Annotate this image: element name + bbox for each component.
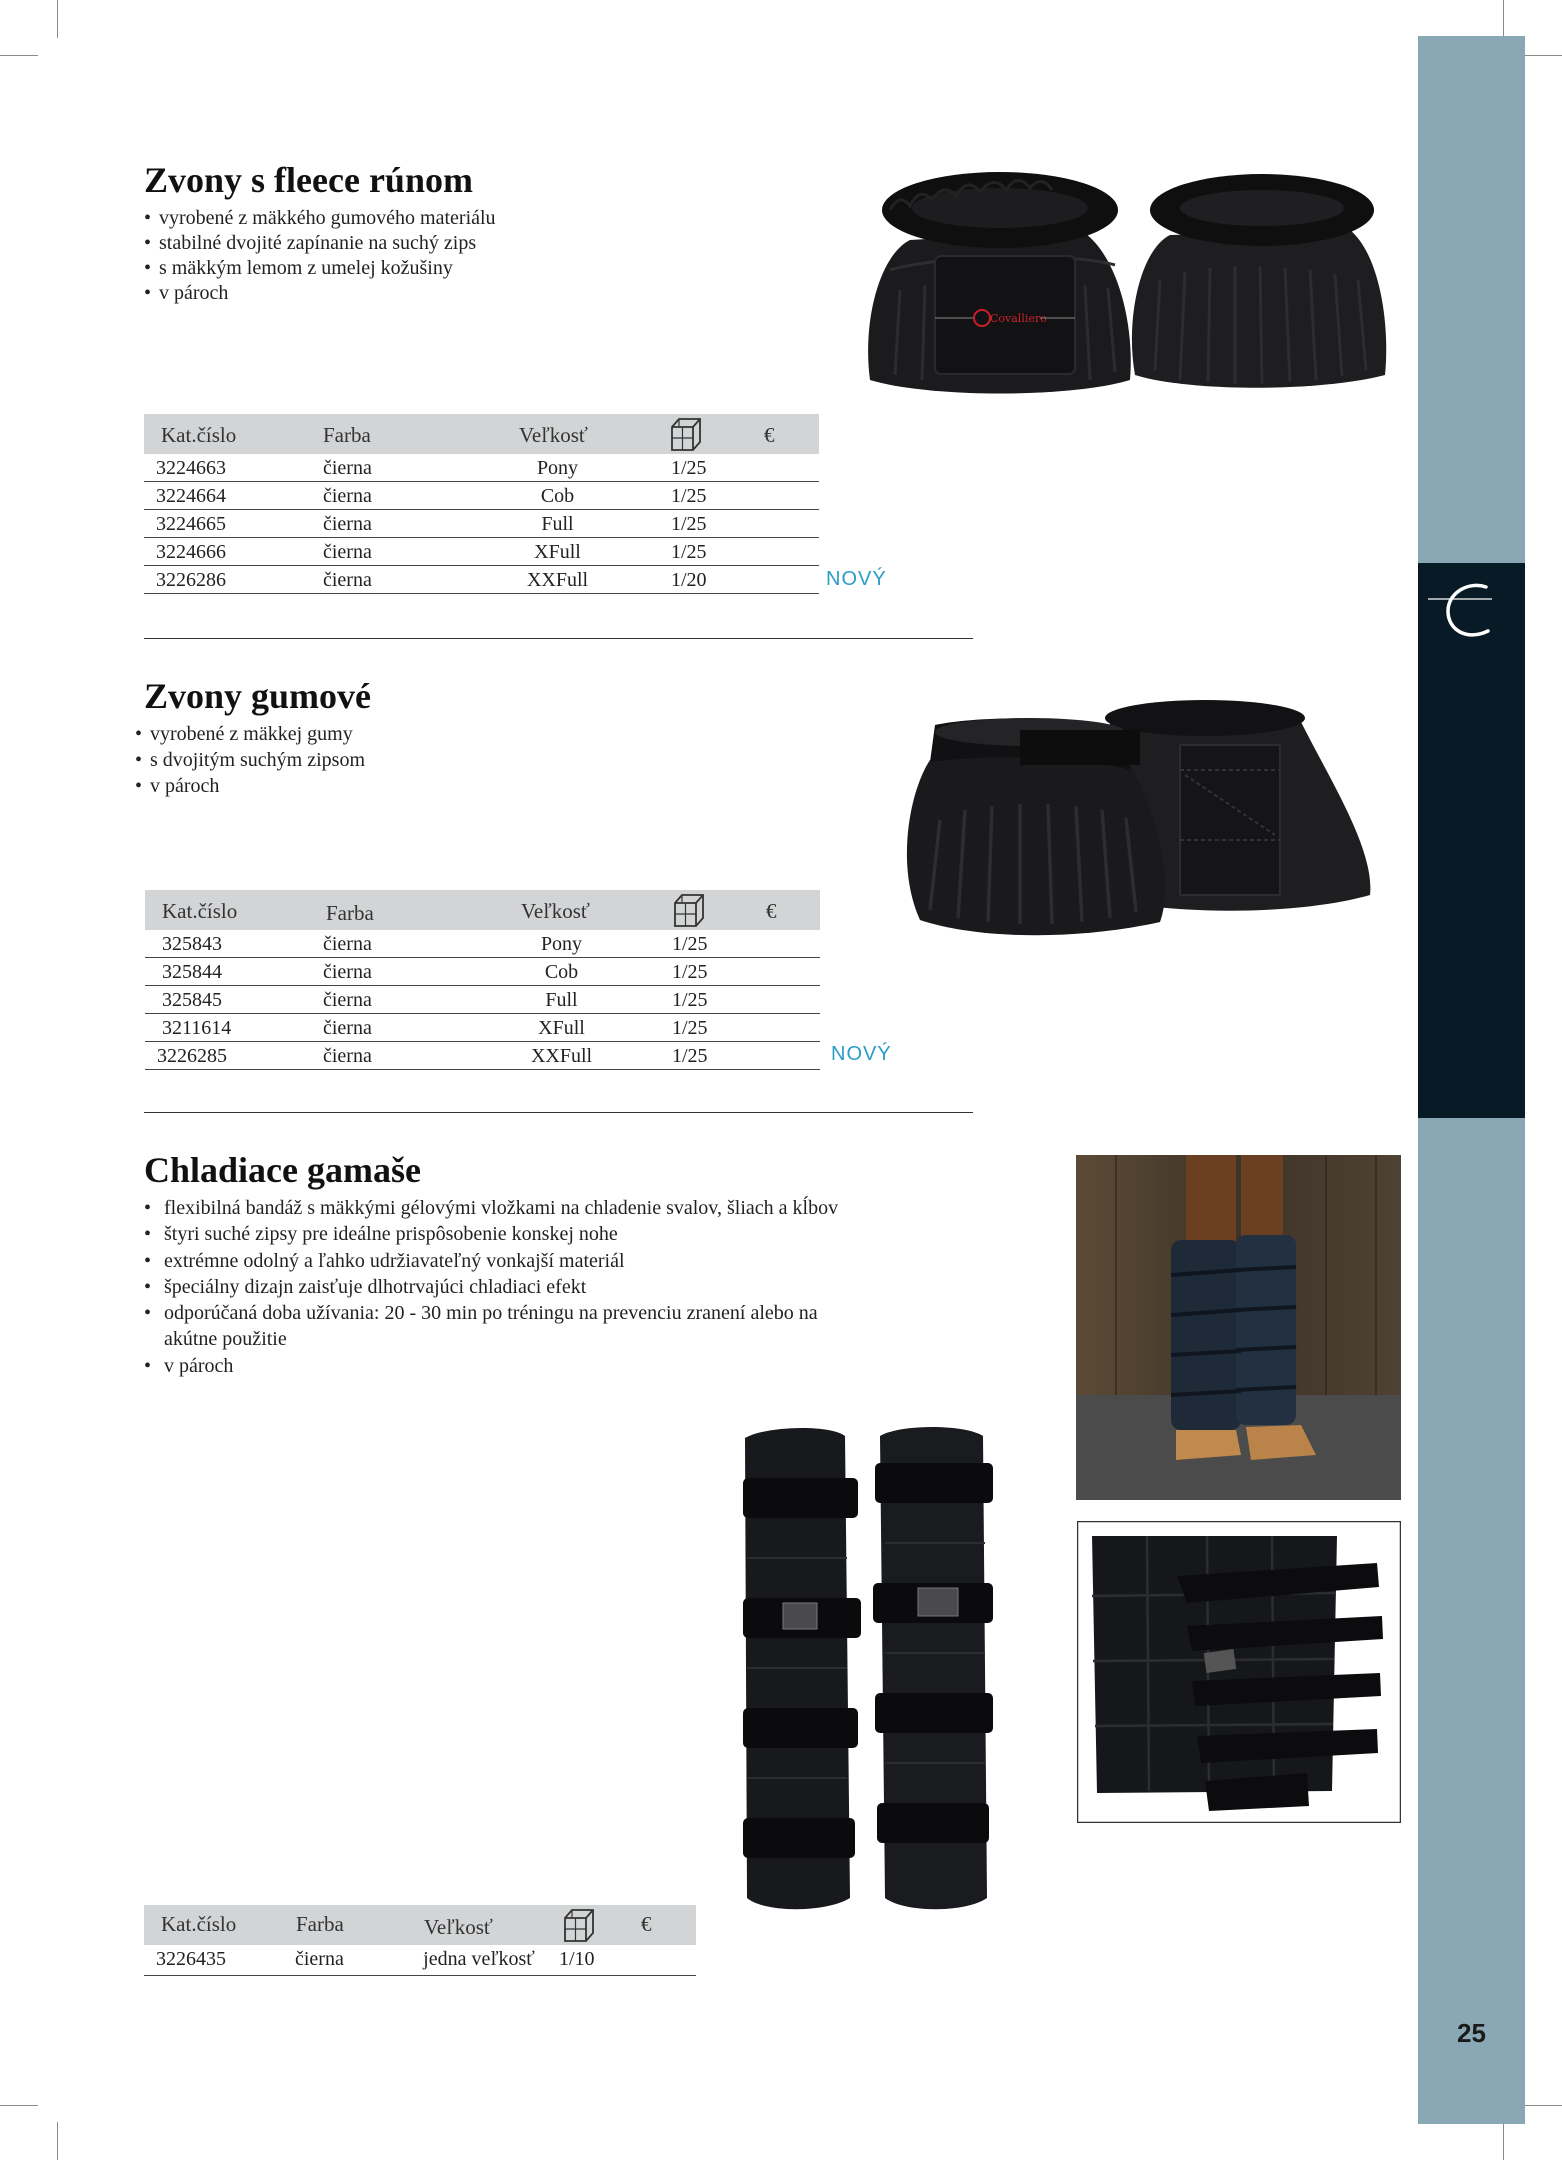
feature-list [135,721,365,799]
feature-item: • flexibilná bandáž s mäkkými gélovými vložkami na chladenie svalov, šliach a kĺbov [144,1195,838,1221]
cell-farba: čierna [323,457,372,479]
cell-pack: 1/25 [671,541,707,563]
col-header-price: € [766,899,777,923]
cell-farba: čierna [295,1948,344,1970]
col-header-velkost: Veľkosť [521,899,590,923]
feature-list [144,206,496,306]
product-photo-cooling-wrap-flat [1077,1521,1401,1823]
col-header-price: € [764,423,775,447]
new-badge: NOVÝ [826,568,887,590]
cell-farba: čierna [323,1017,372,1039]
table-row [145,1042,820,1070]
table-row [144,510,819,538]
col-header-kat: Kat.číslo [162,899,238,923]
product-photo-rubber-bell-boots [880,690,1380,960]
crop-mark [1503,0,1504,38]
page-number: 25 [1457,2018,1486,2048]
product-title: Zvony s fleece rúnom [144,160,473,200]
col-header-velkost: Veľkosť [424,1915,493,1939]
cell-farba: čierna [323,1045,372,1067]
new-badge: NOVÝ [831,1043,892,1065]
package-box-icon [562,1907,596,1943]
feature-item: • špeciálny dizajn zaisťuje dlhotrvajúci chladiaci efekt [144,1274,838,1300]
covalliero-logo-icon [1418,563,1525,703]
cell-farba: čierna [323,485,372,507]
cell-velkost: Cob [540,485,575,507]
cell-velkost: Pony [540,933,583,955]
cell-pack: 1/25 [671,485,707,507]
cell-velkost: Full [541,513,574,535]
crop-mark [1503,2122,1504,2160]
table-header-row [144,414,819,454]
cell-pack: 1/25 [672,933,708,955]
table-row [144,566,819,594]
feature-item: • s mäkkým lemom z umelej kožušiny [144,256,496,281]
feature-item: • štyri suché zipsy pre ideálne prispôsobenie konskej nohe [144,1221,838,1247]
cell-kat: 3226435 [156,1948,226,1970]
table-row [145,930,820,958]
product-photo-cooling-boots-pair [735,1418,1005,1923]
package-box-icon [669,416,703,452]
cell-kat: 325844 [162,961,222,983]
cell-pack: 1/25 [672,961,708,983]
cell-kat: 325843 [162,933,222,955]
feature-list [144,1195,838,1379]
col-header-farba: Farba [323,423,371,447]
cell-farba: čierna [323,961,372,983]
col-header-farba: Farba [296,1912,344,1936]
cell-velkost: Cob [544,961,579,983]
feature-item: • v pároch [135,773,365,799]
crop-mark [0,55,38,56]
feature-item: • vyrobené z mäkkej gumy [135,721,365,747]
cell-velkost: XXFull [526,569,589,591]
table-header-row [144,1905,696,1945]
section-divider [144,1112,973,1113]
product-table [145,890,820,1070]
cell-farba: čierna [323,569,372,591]
cell-velkost: Full [545,989,578,1011]
cell-velkost: jedna veľkosť [423,1948,535,1970]
table-row [144,1945,696,1976]
crop-mark [1524,55,1562,56]
product-photo-horse-legs [1076,1155,1401,1500]
cell-kat: 3224666 [156,541,226,563]
table-row [145,986,820,1014]
table-row [144,454,819,482]
col-header-farba: Farba [326,901,374,925]
crop-mark [0,2105,38,2106]
cell-pack: 1/25 [672,989,708,1011]
col-header-velkost: Veľkosť [519,423,588,447]
table-row [144,482,819,510]
feature-item: • v pároch [144,1353,838,1379]
product-title: Zvony gumové [144,676,372,716]
product-title: Chladiace gamaše [144,1150,421,1190]
feature-item-continuation: akútne použitie [164,1328,287,1351]
col-header-kat: Kat.číslo [161,423,237,447]
cell-farba: čierna [323,933,372,955]
feature-item: • odporúčaná doba užívania: 20 - 30 min po tréningu na prevenciu zranení alebo na [144,1300,838,1326]
table-header-row [145,890,820,930]
cell-kat: 3224663 [156,457,226,479]
cell-kat: 325845 [162,989,222,1011]
cell-kat: 3224665 [156,513,226,535]
cell-kat: 3224664 [156,485,226,507]
svg-text:Covalliero: Covalliero [990,312,1047,325]
col-header-kat: Kat.číslo [161,1912,237,1936]
crop-mark [57,2122,58,2160]
package-box-icon [672,892,706,928]
cell-pack: 1/25 [672,1045,708,1067]
product-photo-fleece-bell-boots [850,160,1390,400]
cell-velkost: XXFull [530,1045,593,1067]
col-header-price: € [641,1912,652,1936]
cell-velkost: Pony [536,457,579,479]
cell-kat: 3226285 [157,1045,227,1067]
crop-mark [57,0,58,38]
feature-item: • s dvojitým suchým zipsom [135,747,365,773]
feature-item: • vyrobené z mäkkého gumového materiálu [144,206,496,231]
cell-farba: čierna [323,541,372,563]
table-row [144,538,819,566]
feature-item: • stabilné dvojité zapínanie na suchý zips [144,231,496,256]
cell-pack: 1/25 [671,513,707,535]
product-table [144,414,819,594]
cell-farba: čierna [323,513,372,535]
cell-kat: 3226286 [156,569,226,591]
table-row [145,958,820,986]
cell-kat: 3211614 [162,1017,232,1039]
product-table [144,1905,696,1976]
section-divider [144,638,973,639]
cell-pack: 1/25 [672,1017,708,1039]
table-row [145,1014,820,1042]
cell-pack: 1/25 [671,457,707,479]
feature-item: • v pároch [144,281,496,306]
cell-farba: čierna [323,989,372,1011]
feature-item: • extrémne odolný a ľahko udržiavateľný vonkajší materiál [144,1248,838,1274]
cell-velkost: XFull [538,1017,585,1039]
crop-mark [1524,2105,1562,2106]
cell-velkost: XFull [534,541,581,563]
cell-pack: 1/20 [671,569,707,591]
cell-pack: 1/10 [559,1948,595,1970]
